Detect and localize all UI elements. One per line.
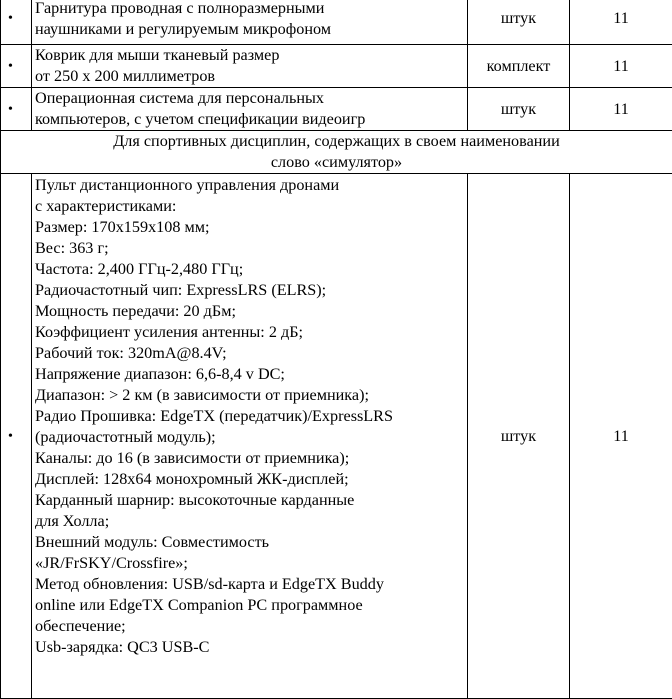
bullet-marker: • [1, 174, 32, 699]
bullet-marker: • [1, 0, 32, 45]
section-heading [1, 131, 672, 174]
item-unit: штук [468, 0, 570, 45]
description-line: Дисплей: 128x64 монохромный ЖК-дисплей; [35, 469, 465, 490]
description-line: Размер: 170x159x108 мм; [35, 217, 465, 238]
description-line: Радиочастотный чип: ExpressLRS (ELRS); [35, 280, 465, 301]
item-quantity: 11 [570, 0, 672, 45]
description-line: Рабочий ток: 320mA@8.4V; [35, 343, 465, 364]
description-line: компьютеров, с учетом спецификации видеоигр [35, 109, 465, 130]
section-heading-line: Для спортивных дисциплин, содержащих в своем наименовании [1, 131, 672, 152]
table-row-os [1, 88, 672, 131]
bullet-marker: • [1, 88, 32, 131]
item-unit: комплект [468, 45, 570, 88]
description-line: с характеристиками: [35, 196, 465, 217]
description-line: Коврик для мыши тканевый размер [35, 45, 465, 66]
description-line: Частота: 2,400 ГГц-2,480 ГГц; [35, 259, 465, 280]
item-unit: штук [468, 174, 570, 699]
item-description [32, 0, 468, 45]
description-line: «JR/FrSKY/Crossfire»; [35, 553, 465, 574]
item-quantity: 11 [570, 88, 672, 131]
description-line: Радио Прошивка: EdgeTX (передатчик)/ExpressLRS [35, 406, 465, 427]
description-line: online или EdgeTX Companion PC программное [35, 595, 465, 616]
description-line: Каналы: до 16 (в зависимости от приемника); [35, 448, 465, 469]
item-unit: штук [468, 88, 570, 131]
bullet-marker: • [1, 45, 32, 88]
description-line: Гарнитура проводная с полноразмерными [35, 0, 465, 19]
item-description [32, 45, 468, 88]
item-description [32, 174, 468, 699]
description-line: Вес: 363 г; [35, 238, 465, 259]
description-line: Диапазон: > 2 км (в зависимости от приемника); [35, 385, 465, 406]
section-header-row [1, 131, 672, 174]
table-row-drone-controller [1, 174, 672, 699]
item-quantity: 11 [570, 45, 672, 88]
description-line: Мощность передачи: 20 дБм; [35, 301, 465, 322]
description-line: Коэффициент усиления антенны: 2 дБ; [35, 322, 465, 343]
description-line: Метод обновления: USB/sd-карта и EdgeTX Buddy [35, 574, 465, 595]
description-line: Карданный шарнир: высокоточные карданные [35, 490, 465, 511]
description-line: Пульт дистанционного управления дронами [35, 175, 465, 196]
table-row-mousepad [1, 45, 672, 88]
description-line: (радиочастотный модуль); [35, 427, 465, 448]
description-line: Usb-зарядка: QC3 USB-C [35, 637, 465, 658]
description-line: для Холла; [35, 511, 465, 532]
item-quantity: 11 [570, 174, 672, 699]
section-heading-line: слово «симулятор» [1, 152, 672, 173]
item-description [32, 88, 468, 131]
description-line: наушниками и регулируемым микрофоном [35, 19, 465, 40]
table-row-headset [1, 0, 672, 45]
description-line: Операционная система для персональных [35, 88, 465, 109]
description-line: Внешний модуль: Совместимость [35, 532, 465, 553]
description-line: обеспечение; [35, 616, 465, 637]
description-line: Напряжение диапазон: 6,6-8,4 v DC; [35, 364, 465, 385]
description-line: от 250 х 200 миллиметров [35, 66, 465, 87]
